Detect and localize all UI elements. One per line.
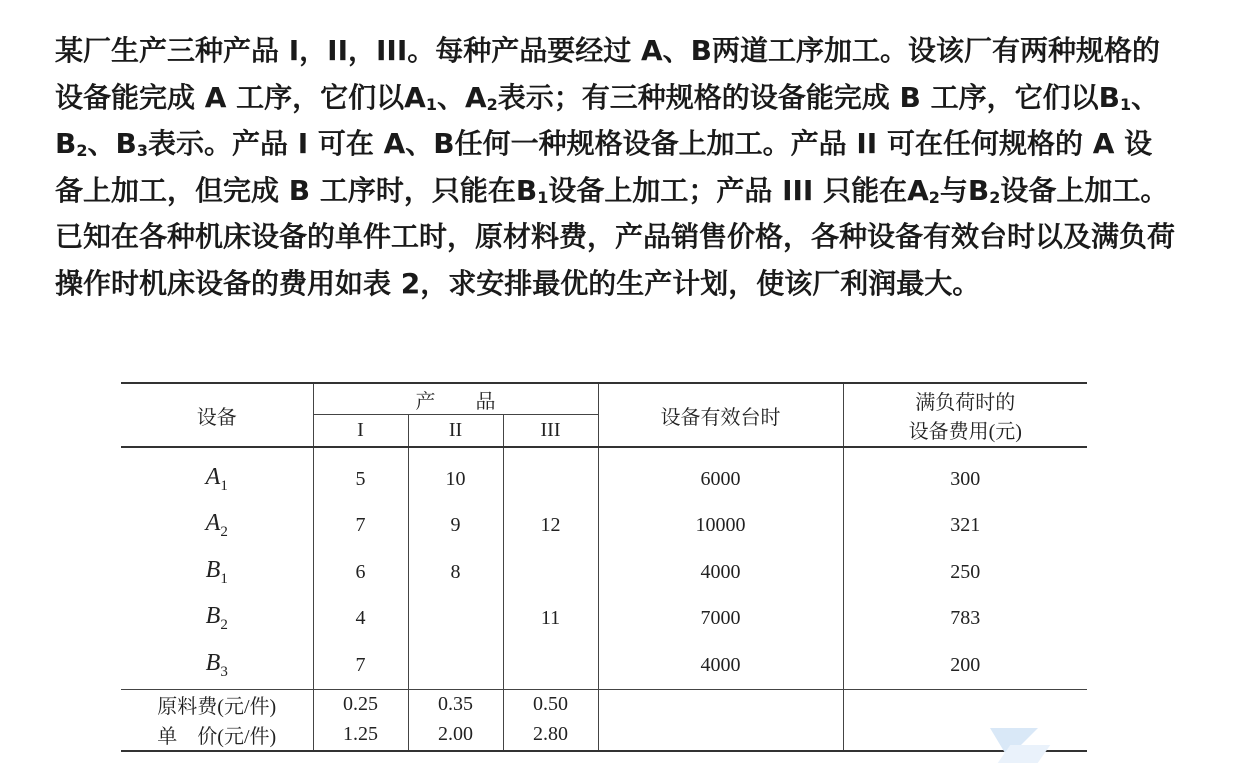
subscript: 2 bbox=[928, 187, 940, 207]
subscript: 1 bbox=[425, 94, 437, 114]
header-full-load-cost bbox=[843, 383, 1087, 447]
problem-text: 表示；有三种规格的设备能完成 B 工序，它们以B bbox=[497, 80, 1120, 114]
problem-text: 、A bbox=[436, 80, 487, 114]
problem-text: 设备上加工。已知在各种机床设备的单件工时，原材料费，产品销售价格，各种设备有效台时以及满负荷操作时机床设备的费用如表 2，求安排最优的生产计划，使该厂利润最大。 bbox=[55, 173, 1176, 300]
cell-product-II bbox=[408, 596, 503, 643]
header-product-I: I bbox=[313, 415, 408, 448]
header-product-II: II bbox=[408, 415, 503, 448]
cell-full-load-cost: 783 bbox=[843, 596, 1087, 643]
header-available-hours: 设备有效台时 bbox=[598, 383, 843, 447]
header-equipment: 设备 bbox=[121, 383, 313, 447]
cell-product-II: 10 bbox=[408, 456, 503, 503]
table-row bbox=[121, 642, 1087, 689]
cell-product-III bbox=[503, 456, 598, 503]
header-products: 产 品 bbox=[313, 383, 598, 415]
table-row bbox=[121, 456, 1087, 503]
cell-product-II bbox=[408, 642, 503, 689]
material-cost-I: 0.25 bbox=[313, 689, 408, 720]
cell-available-hours: 6000 bbox=[598, 456, 843, 503]
equipment-name: $B_1$ bbox=[205, 556, 228, 587]
subscript: 3 bbox=[136, 141, 148, 160]
table-row bbox=[121, 596, 1087, 643]
header-full-load-cost-line1: 满负荷时的 bbox=[915, 392, 1016, 414]
table-row bbox=[121, 503, 1087, 550]
header-full-load-cost-line2: 设备费用(元) bbox=[908, 421, 1022, 443]
subscript: 2 bbox=[989, 187, 1001, 207]
equipment-name: $A_2$ bbox=[205, 510, 228, 541]
cell-product-III: 12 bbox=[503, 503, 598, 550]
unit-price-row bbox=[121, 720, 1087, 751]
cell-product-I: 4 bbox=[313, 596, 408, 643]
equipment-name: $A_1$ bbox=[205, 463, 228, 494]
cell-product-III: 11 bbox=[503, 596, 598, 643]
subscript: 1 bbox=[1119, 94, 1132, 114]
unit-price-III: 2.80 bbox=[503, 720, 598, 751]
cell-product-I: 5 bbox=[313, 456, 408, 503]
problem-statement bbox=[55, 28, 1175, 307]
cell-available-hours: 10000 bbox=[598, 503, 843, 550]
cell-available-hours: 4000 bbox=[598, 642, 843, 689]
material-cost-III: 0.50 bbox=[503, 689, 598, 720]
cell-product-II: 8 bbox=[408, 549, 503, 596]
problem-text: 、B bbox=[87, 127, 137, 160]
cell-full-load-cost: 300 bbox=[843, 456, 1087, 503]
subscript: 2 bbox=[76, 141, 88, 160]
cell-available-hours: 4000 bbox=[598, 549, 843, 596]
subscript: 2 bbox=[486, 94, 498, 114]
cell-full-load-cost: 200 bbox=[843, 642, 1087, 689]
material-cost-label: 原料费(元/件) bbox=[157, 696, 277, 718]
problem-text: 设备上加工；产品 III 只能在A bbox=[548, 173, 929, 207]
cell-full-load-cost: 321 bbox=[843, 503, 1087, 550]
cell-product-I: 7 bbox=[313, 503, 408, 550]
equipment-name: $B_3$ bbox=[205, 649, 228, 680]
cell-product-III bbox=[503, 642, 598, 689]
cell-product-II: 9 bbox=[408, 503, 503, 550]
cell-product-I: 7 bbox=[313, 642, 408, 689]
cell-product-I: 6 bbox=[313, 549, 408, 596]
header-product-III: III bbox=[503, 415, 598, 448]
cell-product-III bbox=[503, 549, 598, 596]
equipment-name: $B_2$ bbox=[205, 603, 228, 634]
table-row bbox=[121, 549, 1087, 596]
material-cost-row bbox=[121, 689, 1087, 720]
subscript: 1 bbox=[537, 187, 549, 207]
cell-available-hours: 7000 bbox=[598, 596, 843, 643]
unit-price-label: 单 价(元/件) bbox=[157, 726, 277, 748]
problem-text: 与B bbox=[939, 173, 990, 207]
material-cost-II: 0.35 bbox=[408, 689, 503, 720]
equipment-table bbox=[121, 382, 1087, 752]
unit-price-I: 1.25 bbox=[313, 720, 408, 751]
problem-text: 、B bbox=[55, 80, 1160, 160]
cell-full-load-cost: 250 bbox=[843, 549, 1087, 596]
problem-text: 表示。产品 I 可在 A、B任何一种规格设备上加工。产品 II 可在任何规格的 A 设备上加工，但完成 B 工序时，只能在B bbox=[55, 127, 1153, 207]
problem-text: 某厂生产三种产品 I，II，III。每种产品要经过 A、B两道工序加工。设该厂有两种规格的设备能完成 A 工序，它们以A bbox=[55, 34, 1161, 114]
unit-price-II: 2.00 bbox=[408, 720, 503, 751]
